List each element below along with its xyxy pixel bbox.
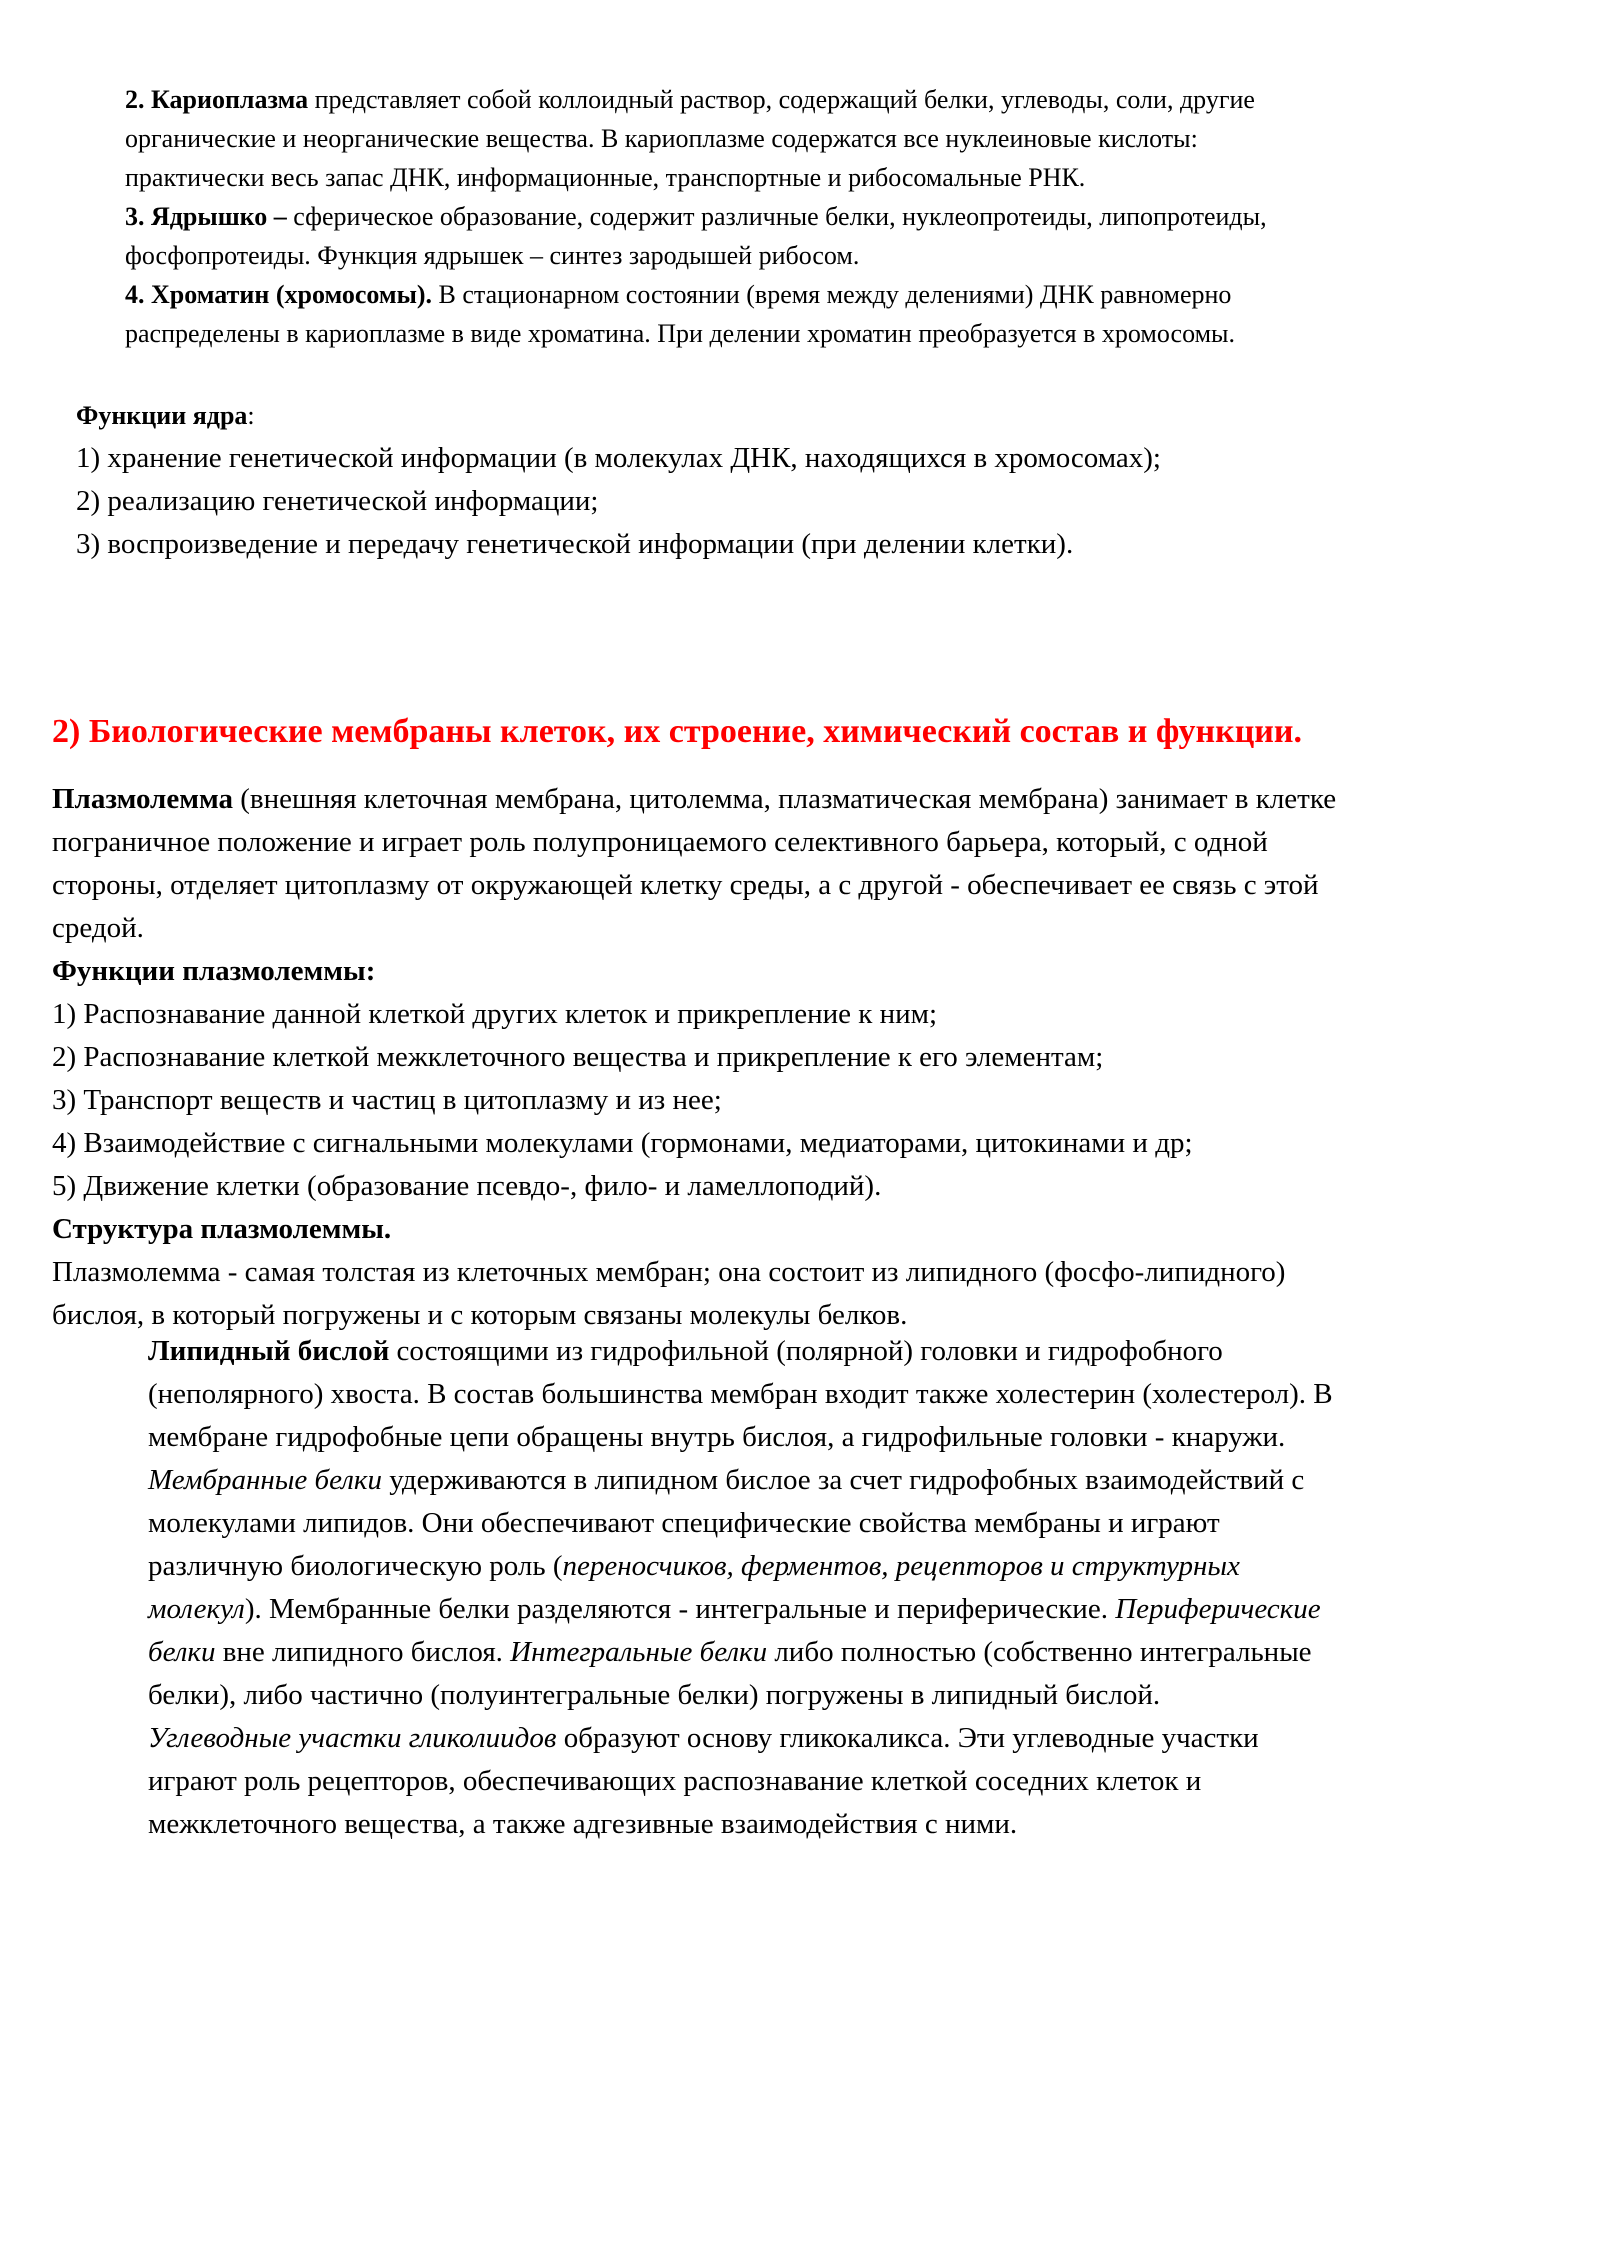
lipid-line-3: мембране гидрофобные цепи обращены внутрь бислоя, а гидрофильные головки - кнаружи. <box>148 1421 1286 1453</box>
membrane-proteins-term: Мембранные белки <box>148 1464 382 1496</box>
plasmolemma-section <box>52 778 1502 1337</box>
nucleus-function-item: 1) хранение генетической информации (в молекулах ДНК, находящихся в хромосомах); <box>76 442 1161 474</box>
nucleus-function-item: 3) воспроизведение и передачу генетической информации (при делении клетки). <box>76 528 1074 560</box>
plasmolemma-function-item: 3) Транспорт веществ и частиц в цитоплазму и из нее; <box>52 1084 722 1116</box>
nucleus-functions-colon: : <box>247 401 255 430</box>
karyoplasm-text-3: практически весь запас ДНК, информационные, транспортные и рибосомальные РНК. <box>125 163 1086 192</box>
protein-roles-italic: переносчиков, ферментов, рецепторов и структурных <box>562 1550 1240 1582</box>
chromatin-title: 4. Хроматин (хромосомы). <box>125 280 433 309</box>
nucleus-functions-heading <box>76 396 1526 435</box>
integral-proteins-term: Интегральные белки <box>510 1636 768 1668</box>
nucleus-functions <box>76 396 1526 566</box>
section-title: 2) Биологические мембраны клеток, их строение, химический состав и функции. <box>52 713 1302 750</box>
lipid-bilayer-text <box>148 1330 1488 1846</box>
karyoplasm-paragraph <box>125 80 1465 197</box>
structure-line-1: Плазмолемма - самая толстая из клеточных мембран; она состоит из липидного (фосфо-липидного) <box>52 1256 1286 1288</box>
lipid-line-8: вне липидного бислоя. <box>215 1636 511 1668</box>
nucleus-parts <box>125 80 1465 353</box>
plasmolemma-line-3: стороны, отделяет цитоплазму от окружающей клетку среды, а с другой - обеспечивает ее связь с этой <box>52 869 1319 901</box>
lipid-line-10: образуют основу гликокаликса. Эти углеводные участки <box>556 1722 1259 1754</box>
chromatin-paragraph <box>125 275 1465 353</box>
lipid-line-1: состоящими из гидрофильной (полярной) головки и гидрофобного <box>389 1335 1223 1367</box>
plasmolemma-line-2: пограничное положение и играет роль полупроницаемого селективного барьера, который, с одной <box>52 826 1268 858</box>
plasmolemma-function-item: 5) Движение клетки (образование псевдо-, фило- и ламеллоподий). <box>52 1170 882 1202</box>
peripheral-proteins-term: Периферические <box>1115 1593 1321 1625</box>
chromatin-text: В стационарном состоянии (время между делениями) ДНК равномерно <box>432 280 1232 309</box>
lipid-bilayer-paragraph <box>148 1330 1488 1846</box>
nucleolus-title: 3. Ядрышко – <box>125 202 287 231</box>
lipid-line-5: молекулами липидов. Они обеспечивают специфические свойства мембраны и играют <box>148 1507 1220 1539</box>
plasmolemma-function-item: 2) Распознавание клеткой межклеточного вещества и прикрепление к его элементам; <box>52 1041 1104 1073</box>
nucleus-functions-heading-text: Функции ядра <box>76 401 248 430</box>
plasmolemma-structure-heading: Структура плазмолеммы. <box>52 1213 392 1245</box>
lipid-line-7: ). Мембранные белки разделяются - интегральные и периферические. <box>244 1593 1116 1625</box>
nucleus-function-item: 2) реализацию генетической информации; <box>76 485 599 517</box>
plasmolemma-line-4: средой. <box>52 912 144 944</box>
lipid-line-2: (неполярного) хвоста. В состав большинства мембран входит также холестерин (холестерол). В <box>148 1378 1333 1410</box>
nucleolus-text-2: фосфопротеиды. Функция ядрышек – синтез зародышей рибосом. <box>125 241 860 270</box>
lipid-line-6: различную биологическую роль ( <box>148 1550 563 1582</box>
plasmolemma-structure-text <box>52 1251 1502 1337</box>
lipid-line-4: удерживаются в липидном бислое за счет гидрофобных взаимодействий с <box>381 1464 1305 1496</box>
plasmolemma-term: Плазмолемма <box>52 783 234 815</box>
nucleolus-text: сферическое образование, содержит различные белки, нуклеопротеиды, липопротеиды, <box>286 202 1267 231</box>
lipid-bilayer-term: Липидный бислой <box>148 1335 390 1367</box>
lipid-line-9: белки), либо частично (полуинтегральные белки) погружены в липидный бислой. <box>148 1679 1161 1711</box>
nucleolus-paragraph <box>125 197 1465 275</box>
peripheral-proteins-term-end: белки <box>148 1636 216 1668</box>
plasmolemma-functions-heading: Функции плазмолеммы: <box>52 955 376 987</box>
karyoplasm-text: представляет собой коллоидный раствор, содержащий белки, углеводы, соли, другие <box>308 85 1255 114</box>
karyoplasm-title: 2. Кариоплазма <box>125 85 309 114</box>
plasmolemma-line-1: (внешняя клеточная мембрана, цитолемма, плазматическая мембрана) занимает в клетке <box>233 783 1337 815</box>
plasmolemma-intro <box>52 778 1502 950</box>
karyoplasm-text-2: органические и неорганические вещества. В кариоплазме содержатся все нуклеиновые кислоты: <box>125 124 1198 153</box>
lipid-line-11: играют роль рецепторов, обеспечивающих распознавание клеткой соседних клеток и <box>148 1765 1202 1797</box>
plasmolemma-function-item: 1) Распознавание данной клеткой других клеток и прикрепление к ним; <box>52 998 938 1030</box>
structure-line-2: бислоя, в который погружены и с которым связаны молекулы белков. <box>52 1299 908 1331</box>
plasmolemma-function-item: 4) Взаимодействие с сигнальными молекулами (гормонами, медиаторами, цитокинами и др; <box>52 1127 1193 1159</box>
lipid-line-12: межклеточного вещества, а также адгезивные взаимодействия с ними. <box>148 1808 1018 1840</box>
chromatin-text-2: распределены в кариоплазме в виде хроматина. При делении хроматин преобразуется в хромосомы. <box>125 319 1235 348</box>
carbohydrate-term: Углеводные участки гликолиидов <box>148 1722 557 1754</box>
protein-roles-italic-end: молекул <box>148 1593 245 1625</box>
lipid-line-8b: либо полностью (собственно интегральные <box>767 1636 1312 1668</box>
